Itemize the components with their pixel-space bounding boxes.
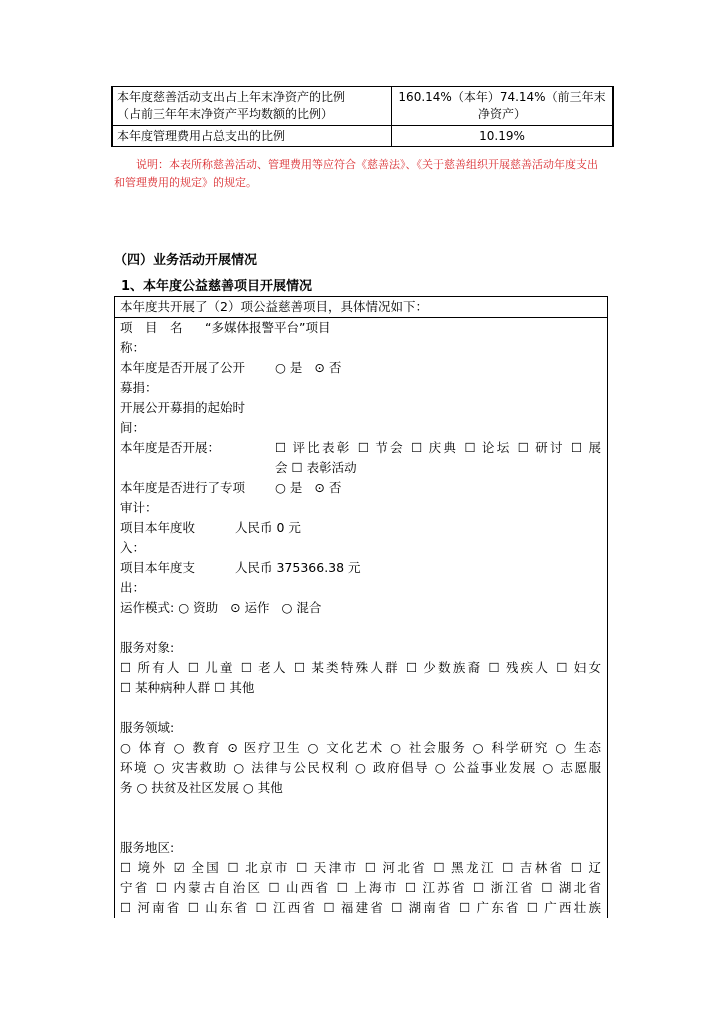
radio-mixed[interactable]: ○ 混合 — [281, 600, 322, 615]
table-cell-value — [392, 87, 614, 126]
radio-no[interactable]: ⊙ 否 — [314, 480, 342, 495]
note-text — [114, 156, 614, 192]
field-label: 项目本年度支 出： — [120, 560, 196, 595]
expense-field — [120, 558, 601, 598]
targets-label: 服务对象: — [120, 640, 175, 655]
fields-radios[interactable]: ○ 体育 ○ 教育 ⊙ 医疗卫生 ○ 文化艺术 ○ 社会服务 ○ 科学研究 ○ 生态 — [120, 740, 601, 755]
table-cell-label: 本年度管理费用占总支出的比例 — [112, 126, 392, 147]
field-label: 项 目 名 称： — [120, 320, 183, 355]
radio-yes[interactable]: ○ 是 — [275, 360, 303, 375]
income-value: 人民币 0 元 — [235, 520, 301, 535]
activities-field — [120, 438, 601, 478]
field-label: 运作模式: — [120, 600, 175, 615]
targets-checkboxes[interactable]: ☐ 所有人 ☐ 儿童 ☐ 老人 ☐ 某类特殊人群 ☐ 少数族裔 ☐ 残疾人 ☐ 妇女 — [120, 660, 601, 675]
regions-label: 服务地区: — [120, 840, 175, 855]
table-cell-value: 10.19% — [392, 126, 614, 147]
radio-yes[interactable]: ○ 是 — [275, 480, 303, 495]
start-time-field — [120, 398, 601, 438]
field-label: 本年度是否进行了专项 审计： — [120, 480, 246, 515]
project-name-value: “多媒体报警平台”项目 — [205, 320, 331, 335]
radio-fund[interactable]: ○ 资助 — [178, 600, 219, 615]
audit-field — [120, 478, 601, 518]
project-details — [115, 318, 607, 918]
table-row — [112, 126, 613, 147]
intro-text: 本年度共开展了（2）项公益慈善项目，具体情况如下： — [115, 297, 607, 318]
fields-label: 服务领域: — [120, 720, 175, 735]
field-label: 开展公开募捐的起始时 间： — [120, 400, 246, 435]
fields-radios[interactable]: 务 ○ 扶贫及社区发展 ○ 其他 — [120, 780, 283, 795]
field-label: 本年度是否开展： — [120, 440, 221, 455]
radio-no[interactable]: ⊙ 否 — [314, 360, 342, 375]
project-form — [114, 296, 608, 918]
note-line: 说明：本表所称慈善活动、管理费用等应符合《慈善法》、《关于慈善组织开展慈善活动年度支出 — [136, 158, 598, 171]
public-fund-field — [120, 358, 601, 398]
activity-checkboxes[interactable]: 会 ☐ 表彰活动 — [275, 460, 357, 475]
cell-text: （占前三年年末净资产平均数额的比例） — [117, 107, 334, 121]
cell-text: 本年度慈善活动支出占上年末净资产的比例 — [117, 90, 346, 104]
ratio-table — [111, 86, 614, 147]
section-title: （四）业务活动开展情况 — [114, 253, 258, 268]
regions-checkboxes[interactable]: ☐ 境外 ☑ 全国 ☐ 北京市 ☐ 天津市 ☐ 河北省 ☐ 黑龙江 ☐ 吉林省 ☐ 辽 — [120, 860, 601, 875]
table-cell-label — [112, 87, 392, 126]
expense-value: 人民币 375366.38 元 — [235, 560, 361, 575]
project-name-field — [120, 318, 601, 358]
activity-checkboxes[interactable]: ☐ 评比表彰 ☐ 节会 ☐ 庆典 ☐ 论坛 ☐ 研讨 ☐ 展 — [275, 440, 601, 455]
regions-checkboxes[interactable]: 宁省 ☐ 内蒙古自治区 ☐ 山西省 ☐ 上海市 ☐ 江苏省 ☐ 浙江省 ☐ 湖北省 — [120, 880, 601, 895]
start-time-value[interactable] — [275, 398, 601, 438]
table-row — [112, 87, 613, 126]
field-label: 本年度是否开展了公开 募捐： — [120, 360, 246, 395]
sub-title: 1、本年度公益慈善项目开展情况 — [121, 279, 313, 294]
note-line: 和管理费用的规定》的规定。 — [114, 176, 257, 189]
mode-field — [120, 598, 601, 618]
cell-text: 160.14%（本年）74.14%（前三年末 — [398, 90, 606, 104]
fields-radios[interactable]: 环境 ○ 灾害救助 ○ 法律与公民权利 ○ 政府倡导 ○ 公益事业发展 ○ 志愿服 — [120, 760, 601, 775]
targets-checkboxes[interactable]: ☐ 某种病种人群 ☐ 其他 — [120, 680, 255, 695]
cell-text: 净资产） — [477, 107, 526, 121]
radio-operate[interactable]: ⊙ 运作 — [230, 600, 270, 615]
field-label: 项目本年度收 入： — [120, 520, 196, 555]
regions-checkboxes[interactable]: ☐ 河南省 ☐ 山东省 ☐ 江西省 ☐ 福建省 ☐ 湖南省 ☐ 广东省 ☐ 广西壮族 — [120, 900, 601, 915]
income-field — [120, 518, 601, 558]
